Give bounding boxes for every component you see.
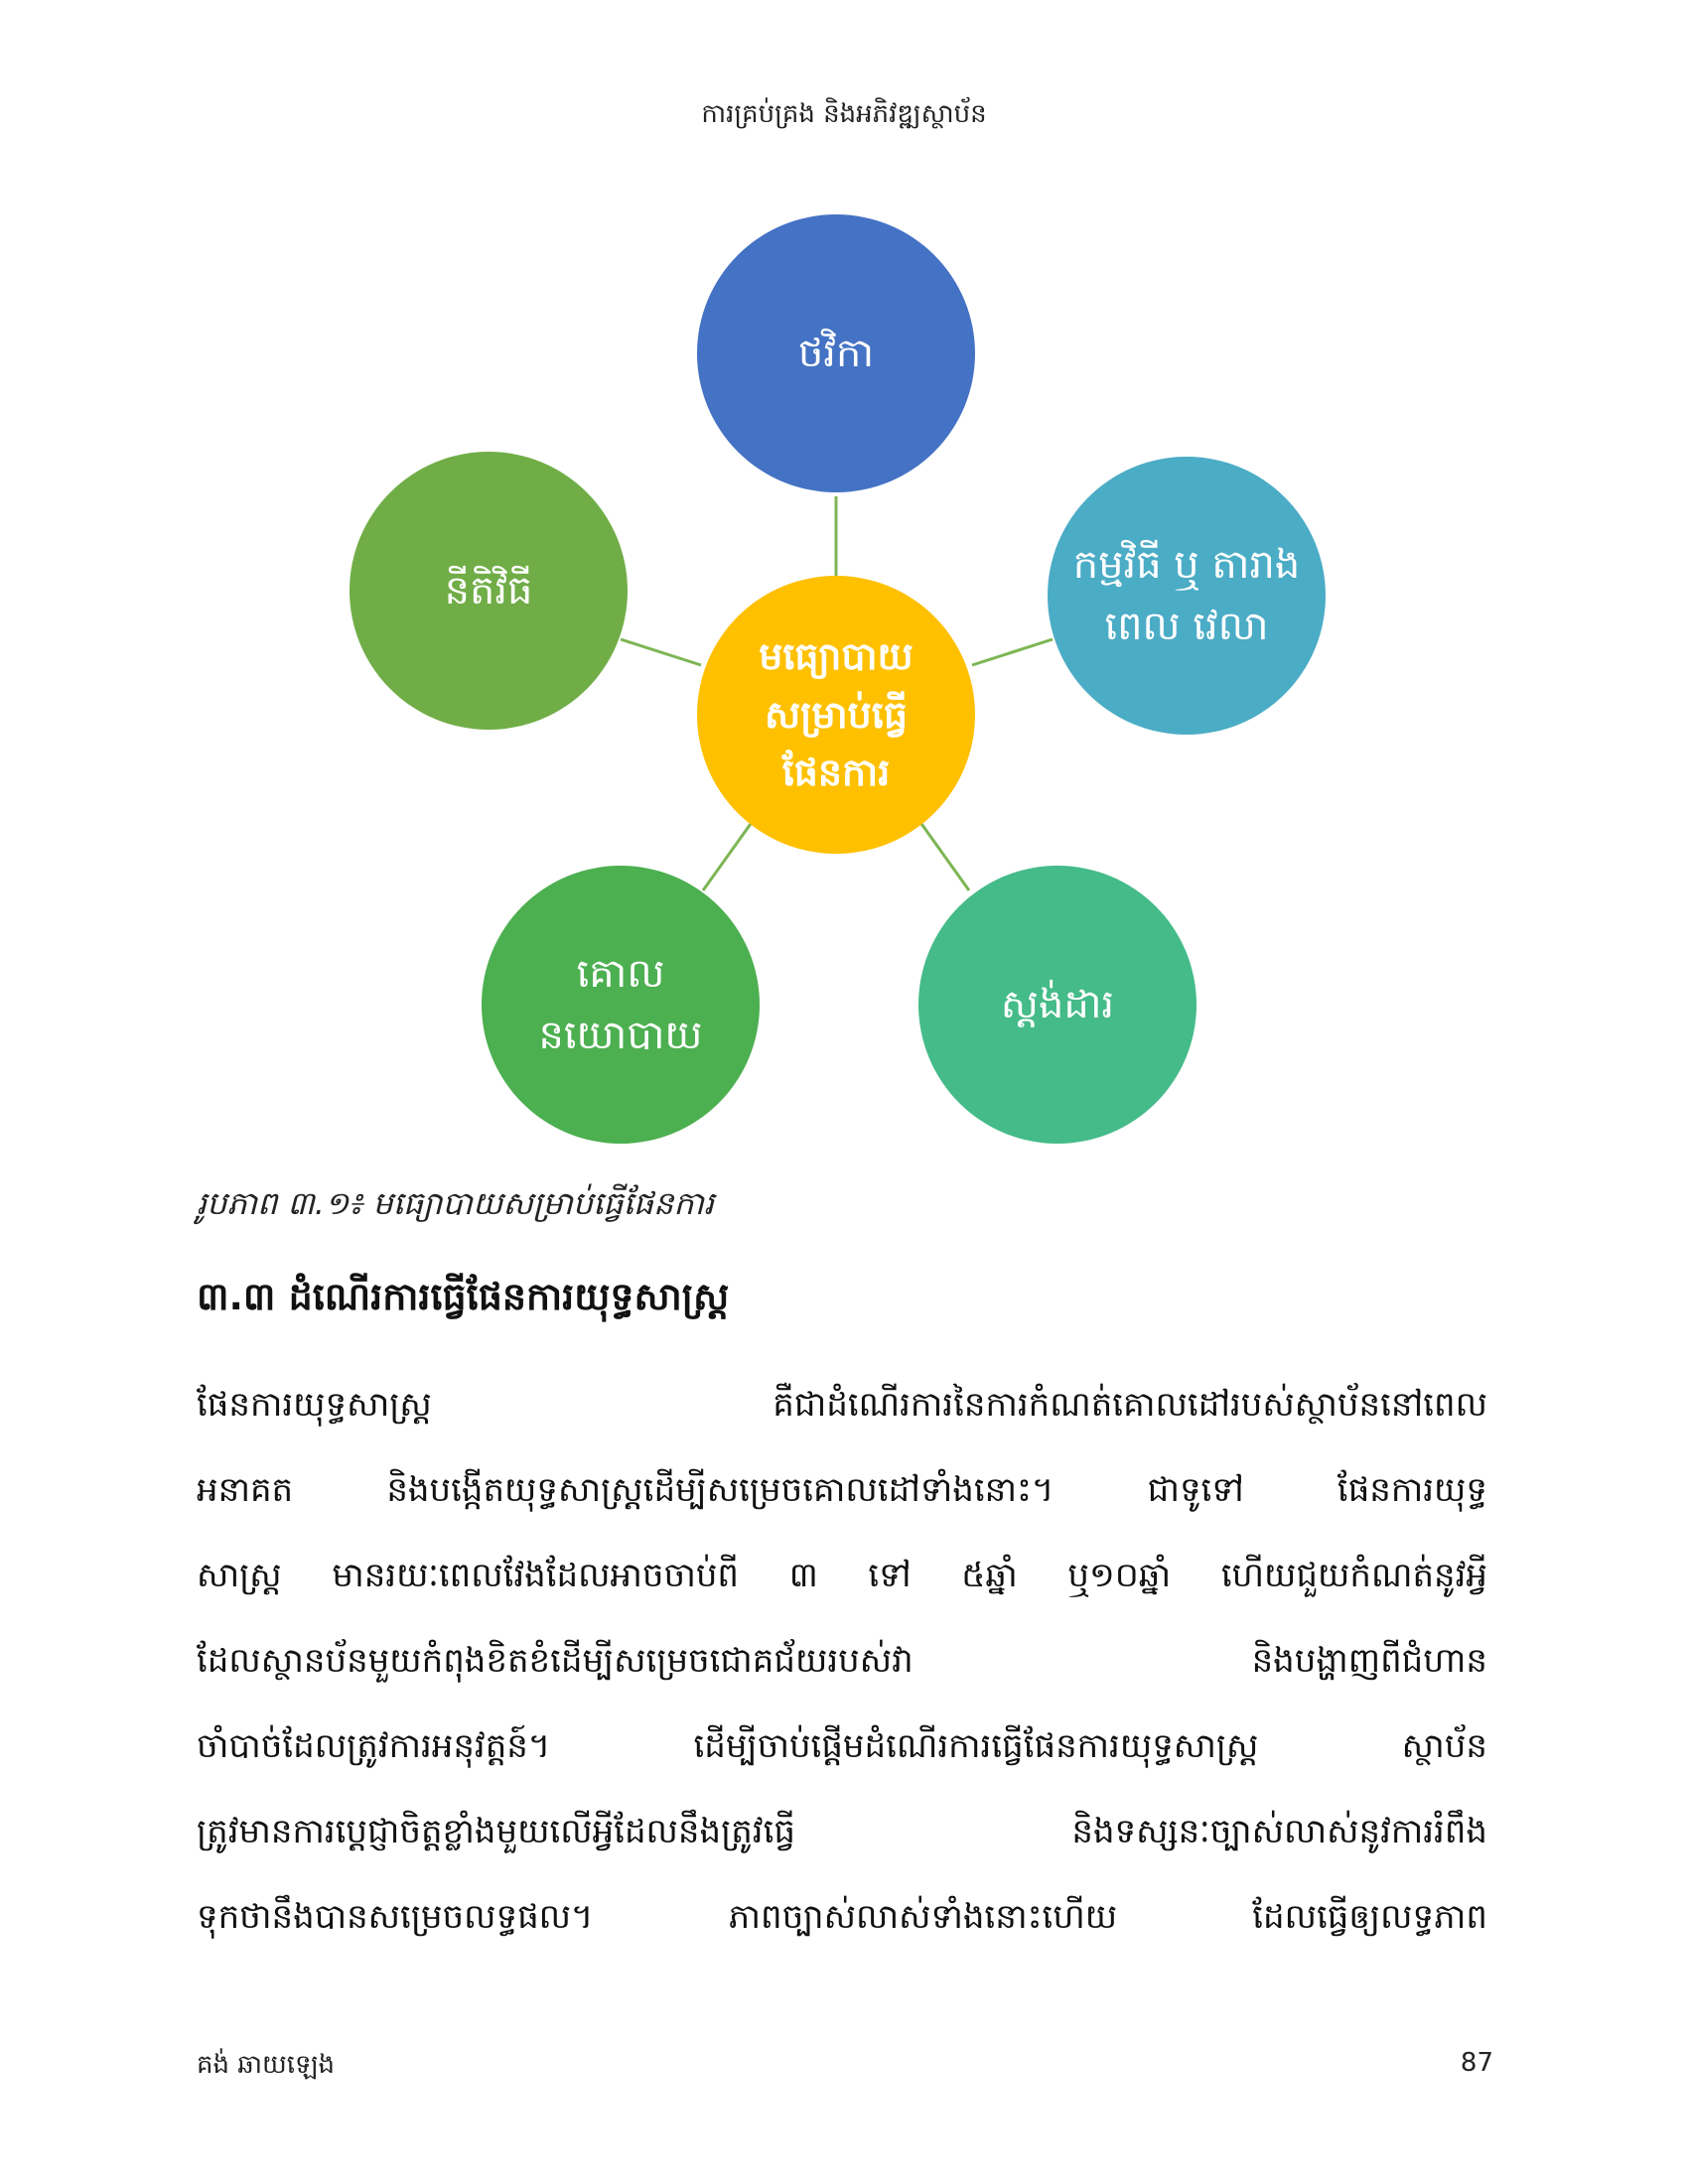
body-line: ទុកថានឹងបានសម្រេចលទ្ធផល។ ភាពច្បាស់លាស់ទាំងនោះហើយ ដែលធ្វើឲ្យលទ្ធភាព — [197, 1897, 1487, 1937]
node-policy — [482, 866, 760, 1144]
connector-policy — [703, 821, 753, 890]
node-budget — [697, 214, 975, 492]
node-program-label: កម្មវិធី ឬ តារាងពេល វេលា — [1072, 542, 1301, 649]
node-program — [1048, 457, 1326, 735]
node-standards — [918, 866, 1196, 1144]
connector-program — [972, 639, 1053, 665]
page-number: 87 — [1460, 2048, 1493, 2078]
node-procedure — [350, 452, 628, 730]
node-center-label: មធ្យោបាយ សម្រាប់ធ្វើ ផែនការ — [759, 633, 914, 795]
node-center — [697, 576, 975, 854]
footer-author: គង់ ឆាយឡេង — [197, 2050, 336, 2080]
connector-procedure — [621, 639, 701, 665]
section-heading: ៣.៣ ដំណើរការធ្វើផែនការយុទ្ធសាស្ត្រ — [197, 1275, 730, 1318]
body-line: សាស្ត្រ មានរយៈពេលវែងដែលអាចចាប់ពី ៣ ទៅ ៥ឆ្នាំ ឬ១០ឆ្នាំ ហើយជួយកំណត់នូវអ្វី — [197, 1556, 1487, 1595]
body-line: ត្រូវមានការប្តេជ្ញាចិត្តខ្លាំងមួយលើអ្វីដែលនឹងត្រូវធ្វើ និងទស្សនៈច្បាស់លាស់នូវការរំពឹង — [197, 1812, 1487, 1851]
body-paragraph — [197, 1362, 1487, 1960]
node-procedure-label: នីតិវិធី — [444, 568, 533, 614]
node-policy-label: គោល នយោបាយ — [538, 951, 703, 1058]
body-line: ដែលស្ថានប័នមួយកំពុងខិតខំដើម្បីសម្រេចជោគជ័យរបស់វា និងបង្ហាញពីជំហាន — [197, 1641, 1487, 1681]
node-standards-label: ស្តង់ដារ — [1000, 982, 1115, 1027]
page-header: ការគ្រប់គ្រង និងអភិវឌ្ឍស្ថាប័ន — [701, 99, 987, 129]
node-budget-label: ថវិកា — [797, 331, 875, 376]
figure-caption: រូបភាព ៣.១៖ មធ្យោបាយសម្រាប់ធ្វើផែនការ — [197, 1184, 714, 1222]
body-line: ចាំបាច់ដែលត្រូវការអនុវត្តន៍។ ដើម្បីចាប់ផ្តើមដំណើរការធ្វើផែនការយុទ្ធសាស្ត្រ ស្ថាប័ន — [197, 1726, 1487, 1766]
body-line: អនាគត និងបង្កើតយុទ្ធសាស្ត្រដើម្បីសម្រេចគោលដៅទាំងនោះ។ ជាទូទៅ ផែនការយុទ្ធ — [197, 1470, 1487, 1510]
connector-standards — [919, 821, 969, 890]
body-line: ផែនការយុទ្ធសាស្ត្រ គឺជាដំណើរការនៃការកំណត់គោលដៅរបស់ស្ថាប័ននៅពេល — [197, 1385, 1487, 1425]
